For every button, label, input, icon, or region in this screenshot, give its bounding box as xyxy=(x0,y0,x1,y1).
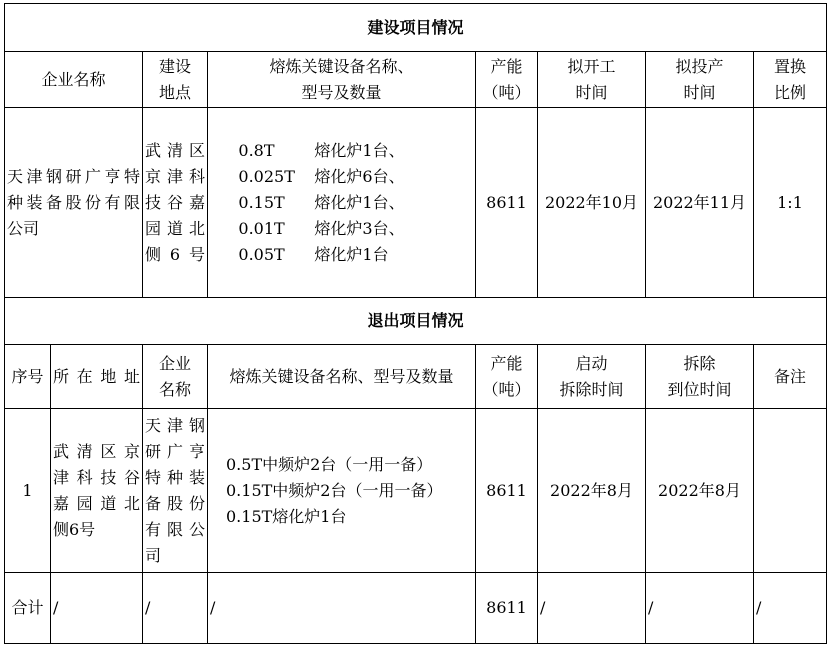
header-exit-equipment: 熔炼关键设备名称、型号及数量 xyxy=(208,345,476,409)
construction-ratio: 1:1 xyxy=(754,108,827,298)
header-company-name: 企业名称 xyxy=(5,52,143,108)
header-removal-done: 拆除 到位时间 xyxy=(646,345,754,409)
exit-equipment-line: 0.5T中频炉2台（一用一备） xyxy=(226,454,433,474)
header-equipment: 熔炼关键设备名称、 型号及数量 xyxy=(208,52,476,108)
exit-address: 武清区京 津科技谷 嘉园道北 侧6号 xyxy=(51,409,143,573)
equipment-line: 0.15T 熔化炉1台、 xyxy=(238,192,405,212)
equipment-line: 0.01T 熔化炉3台、 xyxy=(238,218,405,238)
header-replacement-ratio: 置换 比例 xyxy=(754,52,827,108)
exit-company-name: 天津钢 研广亨 特种装 备股份 有限公 司 xyxy=(143,409,208,573)
total-removal-start: / xyxy=(538,573,646,644)
header-capacity: 产能 （吨） xyxy=(476,52,538,108)
header-remark: 备注 xyxy=(754,345,827,409)
construction-location: 武清区 京津科 技谷嘉 园道北 侧6号 xyxy=(143,108,208,298)
header-exit-capacity: 产能 （吨） xyxy=(476,345,538,409)
header-planned-production: 拟投产 时间 xyxy=(646,52,754,108)
capacity-replacement-table xyxy=(4,3,827,644)
exit-capacity: 8611 xyxy=(476,409,538,573)
exit-equipment-list xyxy=(208,409,476,573)
construction-production-time: 2022年11月 xyxy=(646,108,754,298)
total-company: / xyxy=(143,573,208,644)
exit-remark xyxy=(754,409,827,573)
exit-seq: 1 xyxy=(5,409,51,573)
header-exit-company: 企业 名称 xyxy=(143,345,208,409)
total-equipment: / xyxy=(208,573,476,644)
exit-removal-done: 2022年8月 xyxy=(646,409,754,573)
construction-start-time: 2022年10月 xyxy=(538,108,646,298)
equipment-line: 0.05T 熔化炉1台 xyxy=(238,244,389,264)
construction-capacity: 8611 xyxy=(476,108,538,298)
total-remark: / xyxy=(754,573,827,644)
header-address: 所在地址 xyxy=(51,345,143,409)
equipment-line: 0.8T 熔化炉1台、 xyxy=(238,140,405,160)
total-label: 合计 xyxy=(5,573,51,644)
exit-equipment-line: 0.15T中频炉2台（一用一备） xyxy=(226,480,443,500)
construction-equipment-list xyxy=(208,108,476,298)
header-removal-start: 启动 拆除时间 xyxy=(538,345,646,409)
exit-removal-start: 2022年8月 xyxy=(538,409,646,573)
total-removal-done: / xyxy=(646,573,754,644)
header-seq: 序号 xyxy=(5,345,51,409)
exit-equipment-line: 0.15T熔化炉1台 xyxy=(226,506,347,526)
exit-section-title: 退出项目情况 xyxy=(5,298,827,345)
equipment-line: 0.025T 熔化炉6台、 xyxy=(238,166,405,186)
construction-section-title: 建设项目情况 xyxy=(5,4,827,52)
construction-company-name: 天津钢研广亨特 种装备股份有限 公司 xyxy=(5,108,143,298)
total-address: / xyxy=(51,573,143,644)
header-build-location: 建设 地点 xyxy=(143,52,208,108)
total-capacity: 8611 xyxy=(476,573,538,644)
header-planned-start: 拟开工 时间 xyxy=(538,52,646,108)
